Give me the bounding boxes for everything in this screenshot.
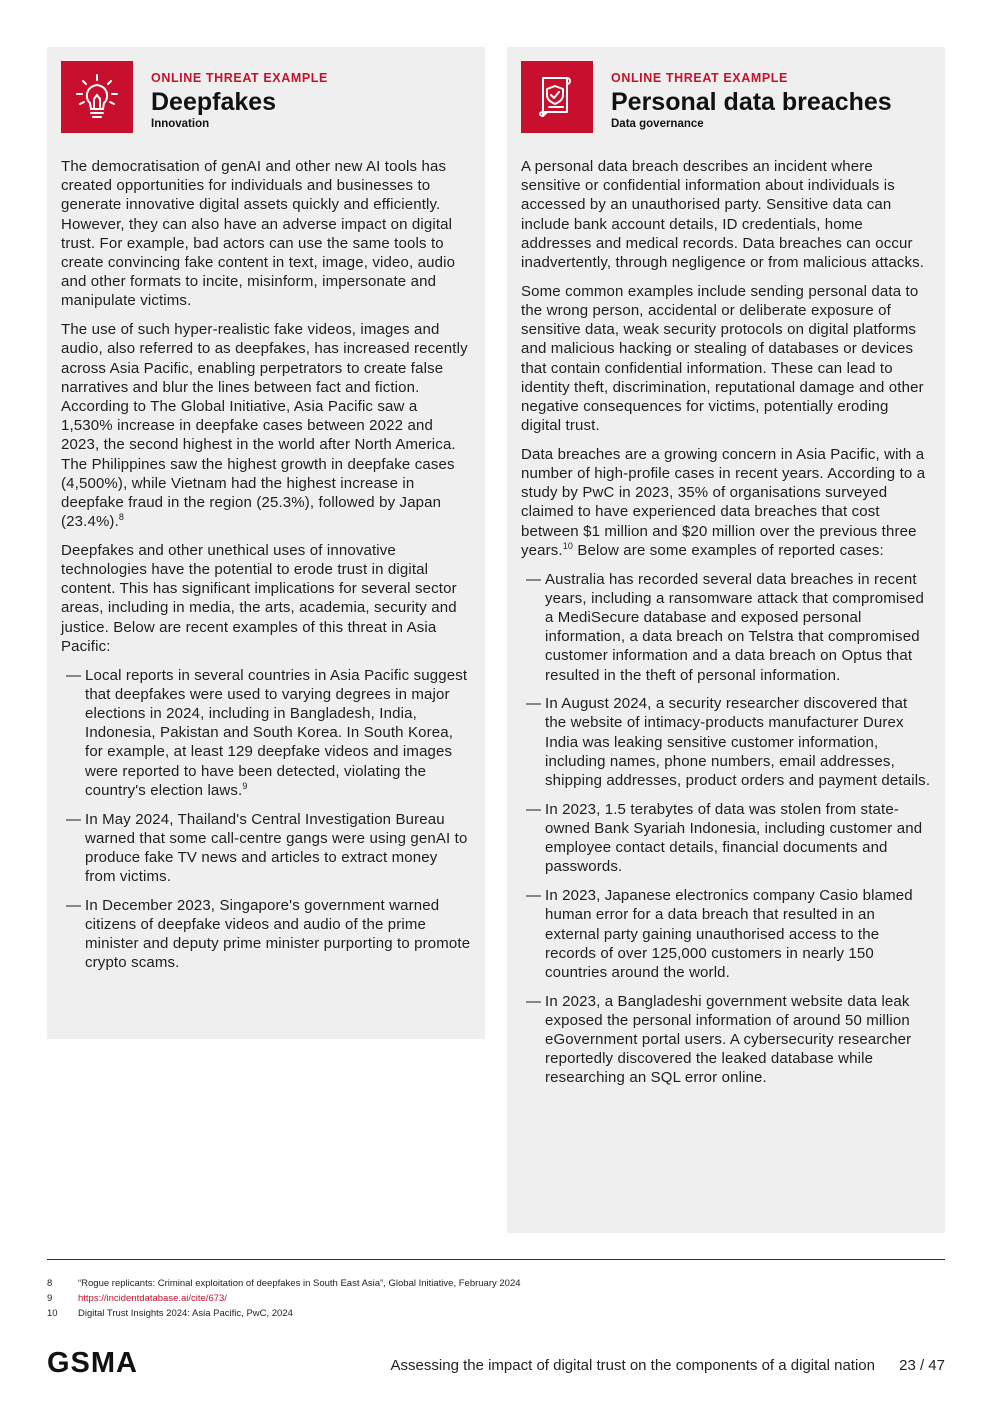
deepfakes-card [47, 47, 485, 1039]
paragraph: The use of such hyper-realistic fake videos, images and audio, also referred to as deepfakes, has increased recently across Asia Pacific, enabling perpetrators to create false narratives and blur the lines between fact and fiction. According to The Global Initiative, Asia Pacific saw a 1,530% increase in deepfake cases between 2022 and 2023, the second highest in the world after North America. The Philippines saw the highest growth in deepfake cases (4,500%), while Vietnam had the highest increase in deepfake fraud in the region (25.3%), followed by Japan (23.4%).$^8$ [61, 321, 468, 531]
footnote-text: Digital Trust Insights 2024: Asia Pacific, PwC, 2024 [78, 1308, 293, 1319]
page-footer [47, 1348, 945, 1378]
list-item: — Local reports in several countries in Asia Pacific suggest that deepfakes were used to varying degrees in major elections in 2024, including in Bangladesh, India, Indonesia, Pakistan and South Korea. In South Korea, for example, at least 129 deepfake videos and images were reported to have been detected, violating the country's election laws.$^9$ [66, 666, 468, 799]
dash-bullet: — [66, 666, 82, 684]
card-kicker: ONLINE THREAT EXAMPLE [151, 71, 328, 85]
card-header [61, 61, 471, 133]
list-item: — Australia has recorded several data breaches in recent years, including a ransomware attack that compromised a MediSecure database and exposed personal information, a data breach on Telstra that compromised customer information and a data breach on Optus that resulted in the theft of personal information. [526, 570, 924, 684]
footnote-ref: 10 [562, 540, 574, 551]
lightbulb-icon [61, 61, 133, 133]
example-list [521, 570, 931, 1088]
footnote-ref: 8 [118, 512, 125, 523]
card-title: Deepfakes [151, 88, 277, 116]
footnote-number: 9 [47, 1293, 53, 1304]
gsma-logo: GSMA [47, 1347, 138, 1379]
footnote-number: 8 [47, 1278, 53, 1289]
footnote-ref: 9 [242, 780, 248, 791]
list-item: — In December 2023, Singapore's government warned citizens of deepfake videos and audio of the prime minister and deputy prime minister purporting to promote crypto scams. [66, 896, 471, 972]
dash-bullet: — [526, 800, 542, 818]
dash-bullet: — [526, 570, 542, 588]
footnotes [47, 1276, 945, 1321]
paragraph: Deepfakes and other unethical uses of innovative technologies have the potential to erode trust in digital content. This has significant implications for several sector areas, including in media, the arts, academia, security and justice. Below are recent examples of this threat in Asia Pacific: [61, 541, 457, 655]
list-item: — In May 2024, Thailand's Central Investigation Bureau warned that some call-centre gangs were using genAI to produce fake TV news and articles to extract money from victims. [66, 810, 468, 886]
footnote [47, 1306, 945, 1321]
dash-bullet: — [66, 810, 82, 828]
dash-bullet: — [526, 992, 542, 1010]
card-title: Personal data breaches [611, 88, 892, 116]
data-breaches-card [507, 47, 945, 1233]
footnote [47, 1291, 945, 1306]
list-item: — In 2023, Japanese electronics company Casio blamed human error for a data breach that resulted in an external party gaining unauthorised access to the records of over 125,000 customers in nearly 150 countries around the world. [526, 887, 913, 981]
card-subtitle: Innovation [151, 118, 210, 130]
card-body [521, 157, 931, 1088]
paragraph: The democratisation of genAI and other new AI tools has created opportunities for individuals and businesses to generate innovative digital assets quickly and efficiently. However, they can also have an adverse impact on digital trust. For example, bad actors can use the same tools to create convincing fake content in text, image, video, audio and other formats to incite, misinform, impersonate and manipulate victims. [61, 158, 456, 310]
list-item: — In August 2024, a security researcher discovered that the website of intimacy-products manufacturer Durex India was leaking sensitive customer information, including names, phone numbers, email addresses, shipping addresses, product orders and payment details. [526, 695, 931, 790]
dash-bullet: — [66, 896, 82, 914]
paragraph: Data breaches are a growing concern in Asia Pacific, with a number of high-profile cases in recent years. According to a study by PwC in 2023, 35% of organisations surveyed claimed to have experienced data breaches that cost between $1 million and $20 million over the previous three years.$^{10}$ Below are some examples of reported cases: [521, 445, 926, 559]
paragraph: A personal data breach describes an incident where sensitive or confidential information about individuals is accessed by an unauthorised party. Sensitive data can include bank account details, ID credentials, home addresses and medical records. Data breaches can occur inadvertently, through negligence or from malicious attacks. [521, 158, 925, 272]
footnote-number: 10 [47, 1308, 58, 1319]
footnote-divider [47, 1259, 945, 1260]
dash-bullet: — [526, 887, 542, 905]
document-title: Assessing the impact of digital trust on the components of a digital nation [390, 1357, 875, 1374]
card-subtitle: Data governance [611, 118, 704, 130]
list-item: — In 2023, 1.5 terabytes of data was stolen from state-owned Bank Syariah Indonesia, including customer and employee contact details, financial documents and passwords. [526, 800, 923, 876]
document-shield-icon [521, 61, 593, 133]
card-body [61, 157, 471, 973]
footnote [47, 1276, 945, 1291]
page-number: 23 / 47 [899, 1357, 945, 1374]
footnote-text: “Rogue replicants: Criminal exploitation of deepfakes in South East Asia”, Global Initiative, February 2024 [78, 1278, 521, 1289]
list-item: — In 2023, a Bangladeshi government website data leak exposed the personal information of around 50 million eGovernment portal users. A cybersecurity researcher reportedly discovered the leaked database while researching an SQL error online. [526, 992, 912, 1087]
example-list [61, 666, 471, 973]
card-kicker: ONLINE THREAT EXAMPLE [611, 71, 788, 85]
dash-bullet: — [526, 695, 542, 713]
card-header [521, 61, 931, 133]
footnote-link[interactable]: https://incidentdatabase.ai/cite/673/ [78, 1293, 227, 1304]
paragraph: Some common examples include sending personal data to the wrong person, accidental or deliberate exposure of sensitive data, weak security protocols on digital platforms and malicious hacking or stealing of databases or devices that contain confidential information. These can lead to identity theft, discrimination, reputational damage and other negative consequences for victims, potentially eroding digital trust. [521, 282, 924, 435]
